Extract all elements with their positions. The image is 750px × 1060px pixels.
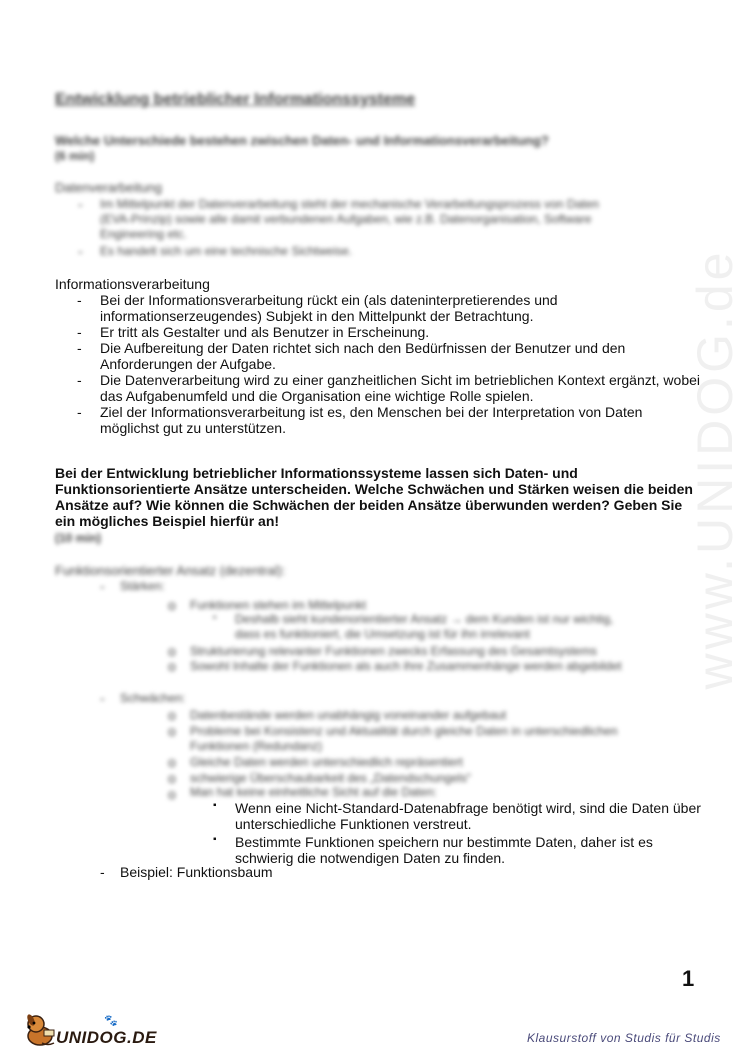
schwaeche-subitem: unterschiedliche Funktionen verstreut. [235, 816, 472, 832]
iv-line: Die Aufbereitung der Daten richtet sich nach den Bedürfnissen der Benutzer und den [100, 340, 626, 356]
page-number: 1 [682, 966, 695, 991]
dash: - [78, 243, 83, 259]
circle-bullet: o [168, 770, 176, 786]
logo-text: UNIDOG.DE [56, 1028, 157, 1047]
question-2-line: Ansätze auf? Wie können die Schwächen der beiden Ansätze überwunden werden? Geben Sie [55, 497, 683, 513]
schwaeche-subitem: Wenn eine Nicht-Standard-Datenabfrage benötigt wird, sind die Daten über [235, 800, 701, 816]
dv-bullet-1b: (EVA-Prinzip) sowie alle damit verbundenen Aufgaben, wie z.B. Datenorganisation, Software [100, 212, 592, 226]
square-bullet: ▪ [213, 612, 217, 622]
watermark: www.UNIDOG.de [687, 248, 743, 690]
dash: - [77, 340, 82, 356]
schwaeche-item: Probleme bei Konsistenz und Aktualität durch gleiche Daten in unterschiedlichen [190, 724, 618, 738]
iv-line: Bei der Informationsverarbeitung rückt ein (als dateninterpretierendes und [100, 292, 558, 308]
dash: - [100, 578, 105, 594]
schwaeche-item: Man hat keine einheitliche Sicht auf die Daten: [190, 785, 437, 799]
staerke-item: Strukturierung relevanter Funktionen zwecks Erfassung des Gesamtsystems [190, 644, 597, 658]
dash: - [77, 404, 82, 420]
schwaeche-item: Gleiche Daten werden unterschiedlich repräsentiert [190, 755, 463, 769]
question-1-time: (6 min) [55, 149, 95, 163]
iv-line: Er tritt als Gestalter und als Benutzer in Erscheinung. [100, 324, 430, 340]
staerke-subitem: dass es funktioniert, die Umsetzung ist für ihn irrelevant [235, 627, 530, 641]
example-line: Beispiel: Funktionsbaum [120, 864, 273, 880]
question-2-time: (10 min) [55, 531, 102, 545]
circle-bullet: o [168, 723, 176, 739]
schwaeche-item: Datenbestände werden unabhängig voneinander aufgebaut [190, 708, 507, 722]
paw-icon: 🐾 [104, 1015, 118, 1027]
dash: - [77, 324, 82, 340]
staerken-label: Stärken: [120, 579, 165, 593]
dv-bullet-1a: Im Mittelpunkt der Datenverarbeitung steht der mechanische Verarbeitungsprozess von Daten [100, 197, 599, 211]
circle-bullet: o [168, 643, 176, 659]
square-bullet: ▪ [213, 800, 217, 811]
datenverarbeitung-heading: Datenverarbeitung [55, 180, 162, 195]
dash: - [100, 690, 105, 706]
question-2-line: ein mögliches Beispiel hierfür an! [55, 513, 280, 529]
schwaeche-subitem: Bestimmte Funktionen speichern nur bestimmte Daten, daher ist es [235, 834, 653, 850]
circle-bullet: o [168, 754, 176, 770]
circle-bullet: o [168, 597, 176, 613]
staerke-item: Sowohl Inhalte der Funktionen als auch ihre Zusammenhänge werden abgebildet [190, 659, 622, 673]
square-bullet: ▪ [213, 834, 217, 845]
question-2-line: Funktionsorientierte Ansätze unterscheiden. Welche Schwächen und Stärken weisen die beiden [55, 481, 693, 497]
schwaeche-item: Funktionen (Redundanz) [190, 739, 323, 753]
schwaechen-label: Schwächen: [120, 691, 186, 705]
unidog-logo [22, 1010, 157, 1050]
schwaeche-subitem: schwierig die notwendigen Daten zu finden. [235, 850, 506, 866]
question-1: Welche Unterschiede bestehen zwischen Daten- und Informationsverarbeitung? [55, 133, 549, 148]
iv-line: informationserzeugendes) Subjekt in den Mittelpunkt der Betrachtung. [100, 308, 534, 324]
footer-slogan: Klausurstoff von Studis für Studis [527, 1031, 721, 1045]
funktionsorientiert-heading: Funktionsorientierter Ansatz (dezentral): [55, 563, 286, 578]
dash: - [77, 292, 82, 308]
circle-bullet: o [168, 786, 176, 802]
dash: - [78, 196, 83, 212]
dv-bullet-2: Es handelt sich um eine technische Sichtweise. [100, 244, 353, 258]
question-2-line: Bei der Entwicklung betrieblicher Informationssysteme lassen sich Daten- und [55, 465, 578, 481]
iv-line: möglichst gut zu unterstützen. [100, 420, 286, 436]
dash: - [77, 372, 82, 388]
iv-heading: Informationsverarbeitung [55, 276, 210, 292]
circle-bullet: o [168, 658, 176, 674]
circle-bullet: o [168, 707, 176, 723]
iv-line: Anforderungen der Aufgabe. [100, 356, 276, 372]
dash: - [100, 864, 105, 880]
document-title: Entwicklung betrieblicher Informationssysteme [55, 91, 416, 108]
iv-line: das Aufgabenumfeld und die Organisation eine wichtige Rolle spielen. [100, 388, 534, 404]
staerke-item: Funktionen stehen im Mittelpunkt [190, 598, 367, 612]
dv-bullet-1c: Engineering etc. [100, 227, 187, 241]
schwaeche-item: schwierige Überschaubarkeit des „Datendschungels“ [190, 771, 471, 785]
staerke-subitem: Deshalb sieht kundenorientierter Ansatz → dem Kunden ist nur wichtig, [235, 612, 614, 626]
iv-line: Ziel der Informationsverarbeitung ist es, den Menschen bei der Interpretation von Daten [100, 404, 643, 420]
iv-line: Die Datenverarbeitung wird zu einer ganzheitlichen Sicht im betrieblichen Kontext ergänzt, wobei [100, 372, 700, 388]
